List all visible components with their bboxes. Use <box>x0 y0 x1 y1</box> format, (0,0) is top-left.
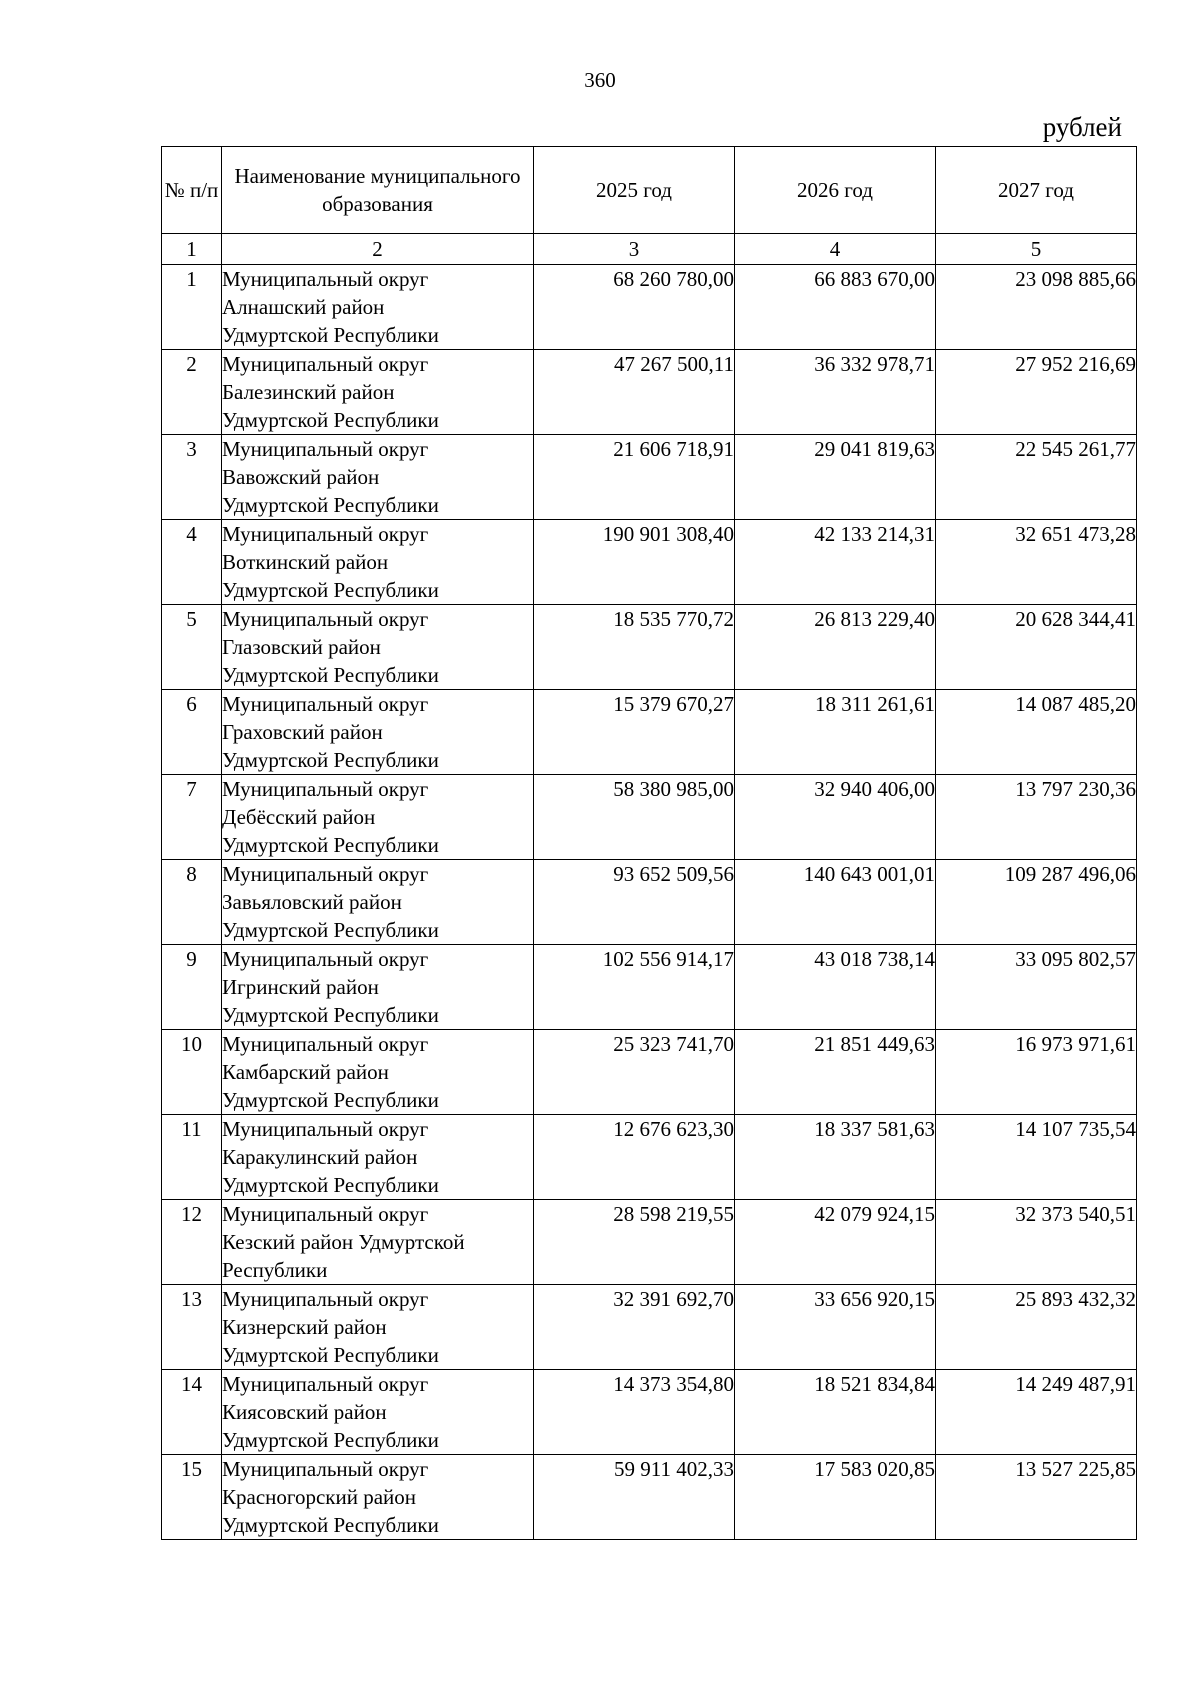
table-row <box>162 945 1137 1030</box>
value-2025: 68 260 780,00 <box>534 265 735 350</box>
row-number: 12 <box>162 1200 222 1285</box>
row-number: 15 <box>162 1455 222 1540</box>
name-line: Муниципальный округ <box>222 1457 429 1481</box>
row-number: 8 <box>162 860 222 945</box>
value-2027: 32 373 540,51 <box>936 1200 1137 1285</box>
value-2025: 12 676 623,30 <box>534 1115 735 1200</box>
value-2027: 14 087 485,20 <box>936 690 1137 775</box>
name-line: Удмуртской Республики <box>222 578 439 602</box>
name-line: Удмуртской Республики <box>222 1513 439 1537</box>
row-number: 3 <box>162 435 222 520</box>
value-2026: 33 656 920,15 <box>735 1285 936 1370</box>
table-row <box>162 605 1137 690</box>
value-2027: 32 651 473,28 <box>936 520 1137 605</box>
name-line: Удмуртской Республики <box>222 748 439 772</box>
name-line: Игринский район <box>222 975 379 999</box>
table-row <box>162 350 1137 435</box>
name-line: Республики <box>222 1258 328 1282</box>
value-2026: 32 940 406,00 <box>735 775 936 860</box>
table-row <box>162 1115 1137 1200</box>
municipality-name <box>222 520 534 605</box>
value-2025: 25 323 741,70 <box>534 1030 735 1115</box>
municipality-name <box>222 435 534 520</box>
value-2027: 13 527 225,85 <box>936 1455 1137 1540</box>
municipality-name <box>222 775 534 860</box>
name-line: Глазовский район <box>222 635 381 659</box>
column-number: 1 <box>162 234 222 265</box>
row-number: 10 <box>162 1030 222 1115</box>
page-number: 360 <box>584 68 616 92</box>
value-2027: 23 098 885,66 <box>936 265 1137 350</box>
header-num: № п/п <box>162 147 222 234</box>
table-row <box>162 690 1137 775</box>
name-line: Удмуртской Республики <box>222 493 439 517</box>
value-2027: 20 628 344,41 <box>936 605 1137 690</box>
value-2025: 59 911 402,33 <box>534 1455 735 1540</box>
name-line: Кезский район Удмуртской <box>222 1230 465 1254</box>
value-2026: 21 851 449,63 <box>735 1030 936 1115</box>
name-line: Удмуртской Республики <box>222 1343 439 1367</box>
name-line: Муниципальный округ <box>222 777 429 801</box>
row-number: 5 <box>162 605 222 690</box>
name-line: Красногорский район <box>222 1485 417 1509</box>
table-row <box>162 1200 1137 1285</box>
value-2026: 26 813 229,40 <box>735 605 936 690</box>
name-line: Муниципальный округ <box>222 1032 429 1056</box>
name-line: Дебёсский район <box>222 805 376 829</box>
name-line: Удмуртской Республики <box>222 1003 439 1027</box>
municipality-name <box>222 1370 534 1455</box>
value-2027: 27 952 216,69 <box>936 350 1137 435</box>
value-2026: 18 521 834,84 <box>735 1370 936 1455</box>
name-line: Муниципальный округ <box>222 862 429 886</box>
name-line: Муниципальный округ <box>222 1202 429 1226</box>
header-2026: 2026 год <box>735 147 936 234</box>
table-row <box>162 775 1137 860</box>
units-label: рублей <box>1042 112 1122 142</box>
name-line: Муниципальный округ <box>222 607 429 631</box>
budget-table <box>161 146 1137 1540</box>
value-2026: 18 337 581,63 <box>735 1115 936 1200</box>
row-number: 1 <box>162 265 222 350</box>
municipality-name <box>222 1115 534 1200</box>
value-2025: 21 606 718,91 <box>534 435 735 520</box>
name-line: Муниципальный округ <box>222 352 429 376</box>
name-line: Вавожский район <box>222 465 380 489</box>
column-number: 2 <box>222 234 534 265</box>
municipality-name <box>222 1455 534 1540</box>
name-line: Муниципальный округ <box>222 522 429 546</box>
name-line: Балезинский район <box>222 380 395 404</box>
table-row <box>162 265 1137 350</box>
value-2027: 13 797 230,36 <box>936 775 1137 860</box>
header-name: Наименование муниципального образования <box>222 147 534 234</box>
row-number: 13 <box>162 1285 222 1370</box>
column-number: 3 <box>534 234 735 265</box>
municipality-name <box>222 265 534 350</box>
municipality-name <box>222 860 534 945</box>
value-2026: 17 583 020,85 <box>735 1455 936 1540</box>
value-2027: 14 107 735,54 <box>936 1115 1137 1200</box>
row-number: 9 <box>162 945 222 1030</box>
name-line: Муниципальный округ <box>222 1372 429 1396</box>
name-line: Муниципальный округ <box>222 692 429 716</box>
table-row <box>162 860 1137 945</box>
column-number-row <box>162 234 1137 265</box>
value-2025: 190 901 308,40 <box>534 520 735 605</box>
name-line: Граховский район <box>222 720 383 744</box>
municipality-name <box>222 350 534 435</box>
row-number: 11 <box>162 1115 222 1200</box>
name-line: Муниципальный округ <box>222 267 429 291</box>
value-2026: 29 041 819,63 <box>735 435 936 520</box>
value-2026: 18 311 261,61 <box>735 690 936 775</box>
table-header-row <box>162 147 1137 234</box>
value-2026: 66 883 670,00 <box>735 265 936 350</box>
value-2025: 47 267 500,11 <box>534 350 735 435</box>
value-2025: 32 391 692,70 <box>534 1285 735 1370</box>
column-number: 4 <box>735 234 936 265</box>
name-line: Муниципальный округ <box>222 437 429 461</box>
name-line: Воткинский район <box>222 550 389 574</box>
column-number: 5 <box>936 234 1137 265</box>
value-2027: 16 973 971,61 <box>936 1030 1137 1115</box>
table-row <box>162 1285 1137 1370</box>
name-line: Завьяловский район <box>222 890 402 914</box>
table-row <box>162 1370 1137 1455</box>
name-line: Удмуртской Республики <box>222 918 439 942</box>
value-2026: 42 079 924,15 <box>735 1200 936 1285</box>
name-line: Удмуртской Республики <box>222 1428 439 1452</box>
value-2025: 102 556 914,17 <box>534 945 735 1030</box>
name-line: Удмуртской Республики <box>222 408 439 432</box>
value-2025: 28 598 219,55 <box>534 1200 735 1285</box>
municipality-name <box>222 1200 534 1285</box>
table-row <box>162 435 1137 520</box>
name-line: Алнашский район <box>222 295 385 319</box>
value-2027: 33 095 802,57 <box>936 945 1137 1030</box>
name-line: Киясовский район <box>222 1400 387 1424</box>
name-line: Каракулинский район <box>222 1145 418 1169</box>
value-2025: 18 535 770,72 <box>534 605 735 690</box>
name-line: Удмуртской Республики <box>222 663 439 687</box>
row-number: 4 <box>162 520 222 605</box>
name-line: Муниципальный округ <box>222 1117 429 1141</box>
row-number: 7 <box>162 775 222 860</box>
name-line: Кизнерский район <box>222 1315 387 1339</box>
value-2027: 109 287 496,06 <box>936 860 1137 945</box>
value-2025: 93 652 509,56 <box>534 860 735 945</box>
municipality-name <box>222 1285 534 1370</box>
municipality-name <box>222 690 534 775</box>
value-2025: 15 379 670,27 <box>534 690 735 775</box>
value-2026: 140 643 001,01 <box>735 860 936 945</box>
name-line: Удмуртской Республики <box>222 833 439 857</box>
table-row <box>162 1030 1137 1115</box>
row-number: 2 <box>162 350 222 435</box>
table-row <box>162 1455 1137 1540</box>
value-2026: 36 332 978,71 <box>735 350 936 435</box>
value-2027: 14 249 487,91 <box>936 1370 1137 1455</box>
municipality-name <box>222 605 534 690</box>
name-line: Камбарский район <box>222 1060 389 1084</box>
name-line: Муниципальный округ <box>222 947 429 971</box>
table-row <box>162 520 1137 605</box>
name-line: Удмуртской Республики <box>222 1088 439 1112</box>
row-number: 14 <box>162 1370 222 1455</box>
header-2025: 2025 год <box>534 147 735 234</box>
name-line: Муниципальный округ <box>222 1287 429 1311</box>
value-2026: 42 133 214,31 <box>735 520 936 605</box>
value-2025: 14 373 354,80 <box>534 1370 735 1455</box>
row-number: 6 <box>162 690 222 775</box>
value-2025: 58 380 985,00 <box>534 775 735 860</box>
value-2027: 25 893 432,32 <box>936 1285 1137 1370</box>
name-line: Удмуртской Республики <box>222 323 439 347</box>
value-2027: 22 545 261,77 <box>936 435 1137 520</box>
name-line: Удмуртской Республики <box>222 1173 439 1197</box>
value-2026: 43 018 738,14 <box>735 945 936 1030</box>
header-2027: 2027 год <box>936 147 1137 234</box>
municipality-name <box>222 945 534 1030</box>
municipality-name <box>222 1030 534 1115</box>
